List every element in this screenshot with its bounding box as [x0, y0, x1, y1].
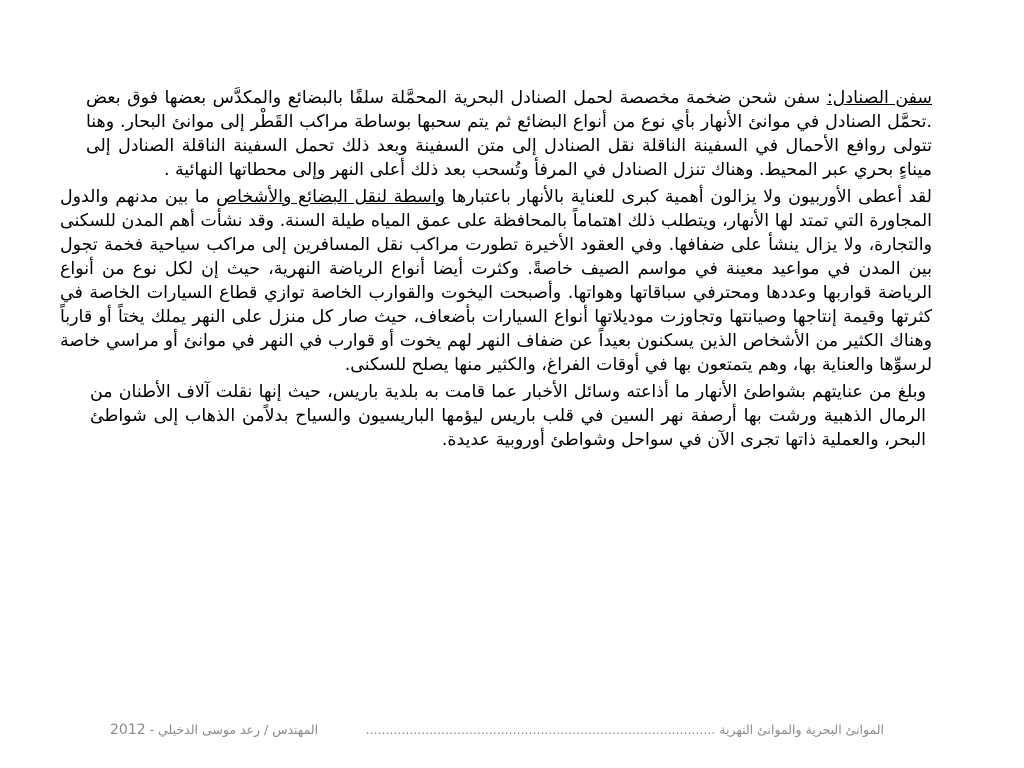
paragraph-text: سفن شحن ضخمة مخصصة لحمل الصنادل البحرية المحمَّلة سلفًا بالبضائع والمكدَّس بعضها فوق بعض .تحمَّل الصنادل في موانئ الأنهار بأي نوع من أنواع البضائع ثم يتم سحبها بوساطة مراكب القَطْر إلى موانئ البحار. وهنا تتولى روافع الأحمال في السفينة الناقلة نقل الصنادل إلى متن السفينة وبعد ذلك تحمل السفينة الناقلة الصنادل إلى ميناءٍ بحري عبر المحيط. وهناك تنزل الصنادل في المرفأ وتُسحب بعد ذلك أعلى النهر وإلى محطاتها النهائية . — [86, 88, 932, 180]
document-body — [60, 86, 964, 455]
paragraph-lead: لقد أعطى الأوربيون ولا يزالون أهمية كبرى للعناية بالأنهار باعتبارها — [445, 187, 932, 207]
term-barge-ships: سفن الصنادل: — [826, 88, 932, 108]
paragraph-text: ما بين مدنهم والدول المجاورة التي تمتد لها الأنهار، ويتطلب ذلك اهتماماً بالمحافظة على عمق المياه طيلة السنة. وقد نشأت أهم المدن للسكنى والتجارة، ولا يزال ينشأ على ضفافها. وفي العقود الأخيرة تطورت مراكب نقل المسافرين إلى مراكب سياحية فخمة تجول بين المدن في مواعيد معينة في مواسم الصيف خاصةً. وكثرت أيضا أنواع الرياضة النهرية، حيث إن لكل نوع من أنواع الرياضة قواربها وعددها ومحترفي سباقاتها وهواتها. وأصبحت اليخوت والقوارب الخاصة توازي قطاع السيارات الخاصة في كثرتها وقيمة إنتاجها وصيانتها وتجاوزت موديلاتها أنواع السيارات بأضعاف، حيث صار كل منزل على النهر يملك يختاً أو قارباً وهناك الكثير من الأشخاص الذين يسكنون بعيداً عن ضفاف النهر لهم يخوت أو قوارب في النهر في موانئ أو مراسي خاصة لرسوِّها والعناية بها، وهم يتمتعون بها في أوقات الفراغ، والكثير منها يصلح للسكنى. — [60, 187, 932, 375]
footer-right — [110, 722, 318, 738]
footer-dots: ........................................................................................ — [365, 722, 716, 737]
paragraph-text: وبلغ من عنايتهم بشواطئ الأنهار ما أذاعته وسائل الأخبار عما قامت به بلدية باريس، حيث إنها نقلت آلاف الأطنان من الرمال الذهبية ورشت بها أرصفة نهر السين في قلب باريس ليؤمها الباريسيون والسياح بدلاًمن الذهاب إلى شواطئ البحر، والعملية ذاتها تجرى الآن في سواحل وشواطئ أوروبية عديدة. — [90, 382, 926, 450]
page-footer — [110, 722, 884, 742]
paragraph-paris-beaches — [60, 380, 964, 452]
paragraph-european-rivers — [60, 185, 964, 377]
footer-left — [366, 722, 884, 737]
footer-year: 2012 — [110, 722, 146, 738]
paragraph-barge-ships — [60, 86, 964, 182]
footer-book-title: الموانئ البحرية والموانئ النهرية — [719, 722, 884, 737]
underlined-phrase: واسطة لنقل البضائع والأشخاص — [216, 187, 446, 207]
footer-author: المهندس / رعد موسى الدخيلي - — [149, 722, 319, 737]
